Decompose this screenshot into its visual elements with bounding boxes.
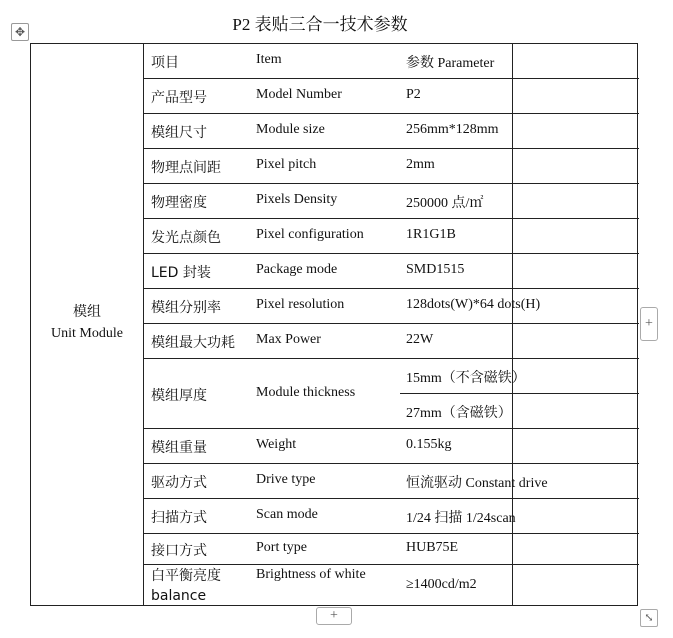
table-row: [144, 254, 639, 289]
row-value: 128dots(W)*64 dots(H): [406, 297, 541, 312]
row-value-1: 15mm（不含磁铁）: [406, 371, 526, 386]
row-label-cn: 接口方式: [151, 543, 207, 559]
row-label-cn: 驱动方式: [151, 475, 207, 491]
row-value: 恒流驱动 Constant drive: [406, 476, 548, 491]
table-row: [144, 464, 639, 499]
table-row: [144, 289, 639, 324]
row-label-cn: LED 封装: [151, 265, 211, 281]
row-label-cn: 项目: [151, 55, 179, 71]
group-label-en: Unit Module: [51, 326, 123, 341]
row-value: HUB75E: [406, 540, 459, 555]
table-row: [144, 429, 639, 464]
row-label-cn: 模组重量: [151, 440, 207, 456]
add-column-button[interactable]: +: [640, 307, 658, 341]
row-label-en: Port type: [256, 540, 307, 555]
row-label-cn: 模组尺寸: [151, 125, 207, 141]
row-label-cn: 模组厚度: [151, 388, 207, 404]
row-value: 参数 Parameter: [406, 56, 495, 71]
row-label-en: Pixel resolution: [256, 297, 345, 312]
table-row: [144, 114, 639, 149]
row-value: 2mm: [406, 157, 435, 172]
row-value: P2: [406, 87, 421, 102]
row-label-cn: 白平衡亮度 balance: [151, 568, 221, 604]
row-value: 1/24 扫描 1/24scan: [406, 511, 516, 526]
row-label-cn: 物理密度: [151, 195, 207, 211]
row-value: 0.155kg: [406, 437, 452, 452]
row-value: 22W: [406, 332, 434, 347]
move-handle-icon[interactable]: ✥: [11, 23, 29, 41]
row-label-en: Package mode: [256, 262, 338, 277]
row-label-en: Pixel pitch: [256, 157, 317, 172]
spec-table: [30, 43, 638, 606]
table-row: [144, 44, 639, 79]
table-row: [144, 534, 639, 565]
row-value: ≥1400cd/m2: [406, 577, 477, 592]
group-label-cn: 模组: [73, 305, 101, 320]
row-label-cn: 发光点颜色: [151, 230, 221, 246]
row-value-2: 27mm（含磁铁）: [406, 406, 512, 421]
table-row: [144, 184, 639, 219]
resize-handle-icon[interactable]: ⤡: [640, 609, 658, 627]
table-row: [144, 359, 639, 429]
row-label-en: Weight: [256, 437, 297, 452]
row-value: 256mm*128mm: [406, 122, 499, 137]
row-label-cn: 模组最大功耗: [151, 335, 235, 351]
add-row-button[interactable]: +: [316, 607, 352, 625]
row-label-en: Max Power: [256, 332, 321, 347]
table-row: [144, 149, 639, 184]
table-row: [144, 565, 639, 605]
row-label-en: Item: [256, 52, 282, 67]
document-title: P2 表贴三合一技术参数: [232, 15, 408, 34]
table-row: [144, 499, 639, 534]
row-label-cn: 扫描方式: [151, 510, 207, 526]
row-label-en: Drive type: [256, 472, 316, 487]
table-row: [144, 219, 639, 254]
row-value: 250000 点/㎡: [406, 196, 484, 211]
group-label: [31, 302, 143, 344]
row-label-en: Scan mode: [256, 507, 318, 522]
group-cell: [31, 44, 144, 605]
row-label-en: Module size: [256, 122, 325, 137]
row-label-en: Pixel configuration: [256, 227, 364, 242]
row-label-cn: 模组分别率: [151, 300, 221, 316]
row-value: 1R1G1B: [406, 227, 456, 242]
row-label-en: Module thickness: [256, 385, 356, 400]
row-label-en: Model Number: [256, 87, 342, 102]
row-label-cn: 产品型号: [151, 90, 207, 106]
row-label-cn: 物理点间距: [151, 160, 221, 176]
row-label-en: Pixels Density: [256, 192, 338, 207]
row-label-en: Brightness of white: [256, 567, 366, 582]
table-row: [144, 324, 639, 359]
table-row: [144, 79, 639, 114]
row-value: SMD1515: [406, 262, 465, 277]
